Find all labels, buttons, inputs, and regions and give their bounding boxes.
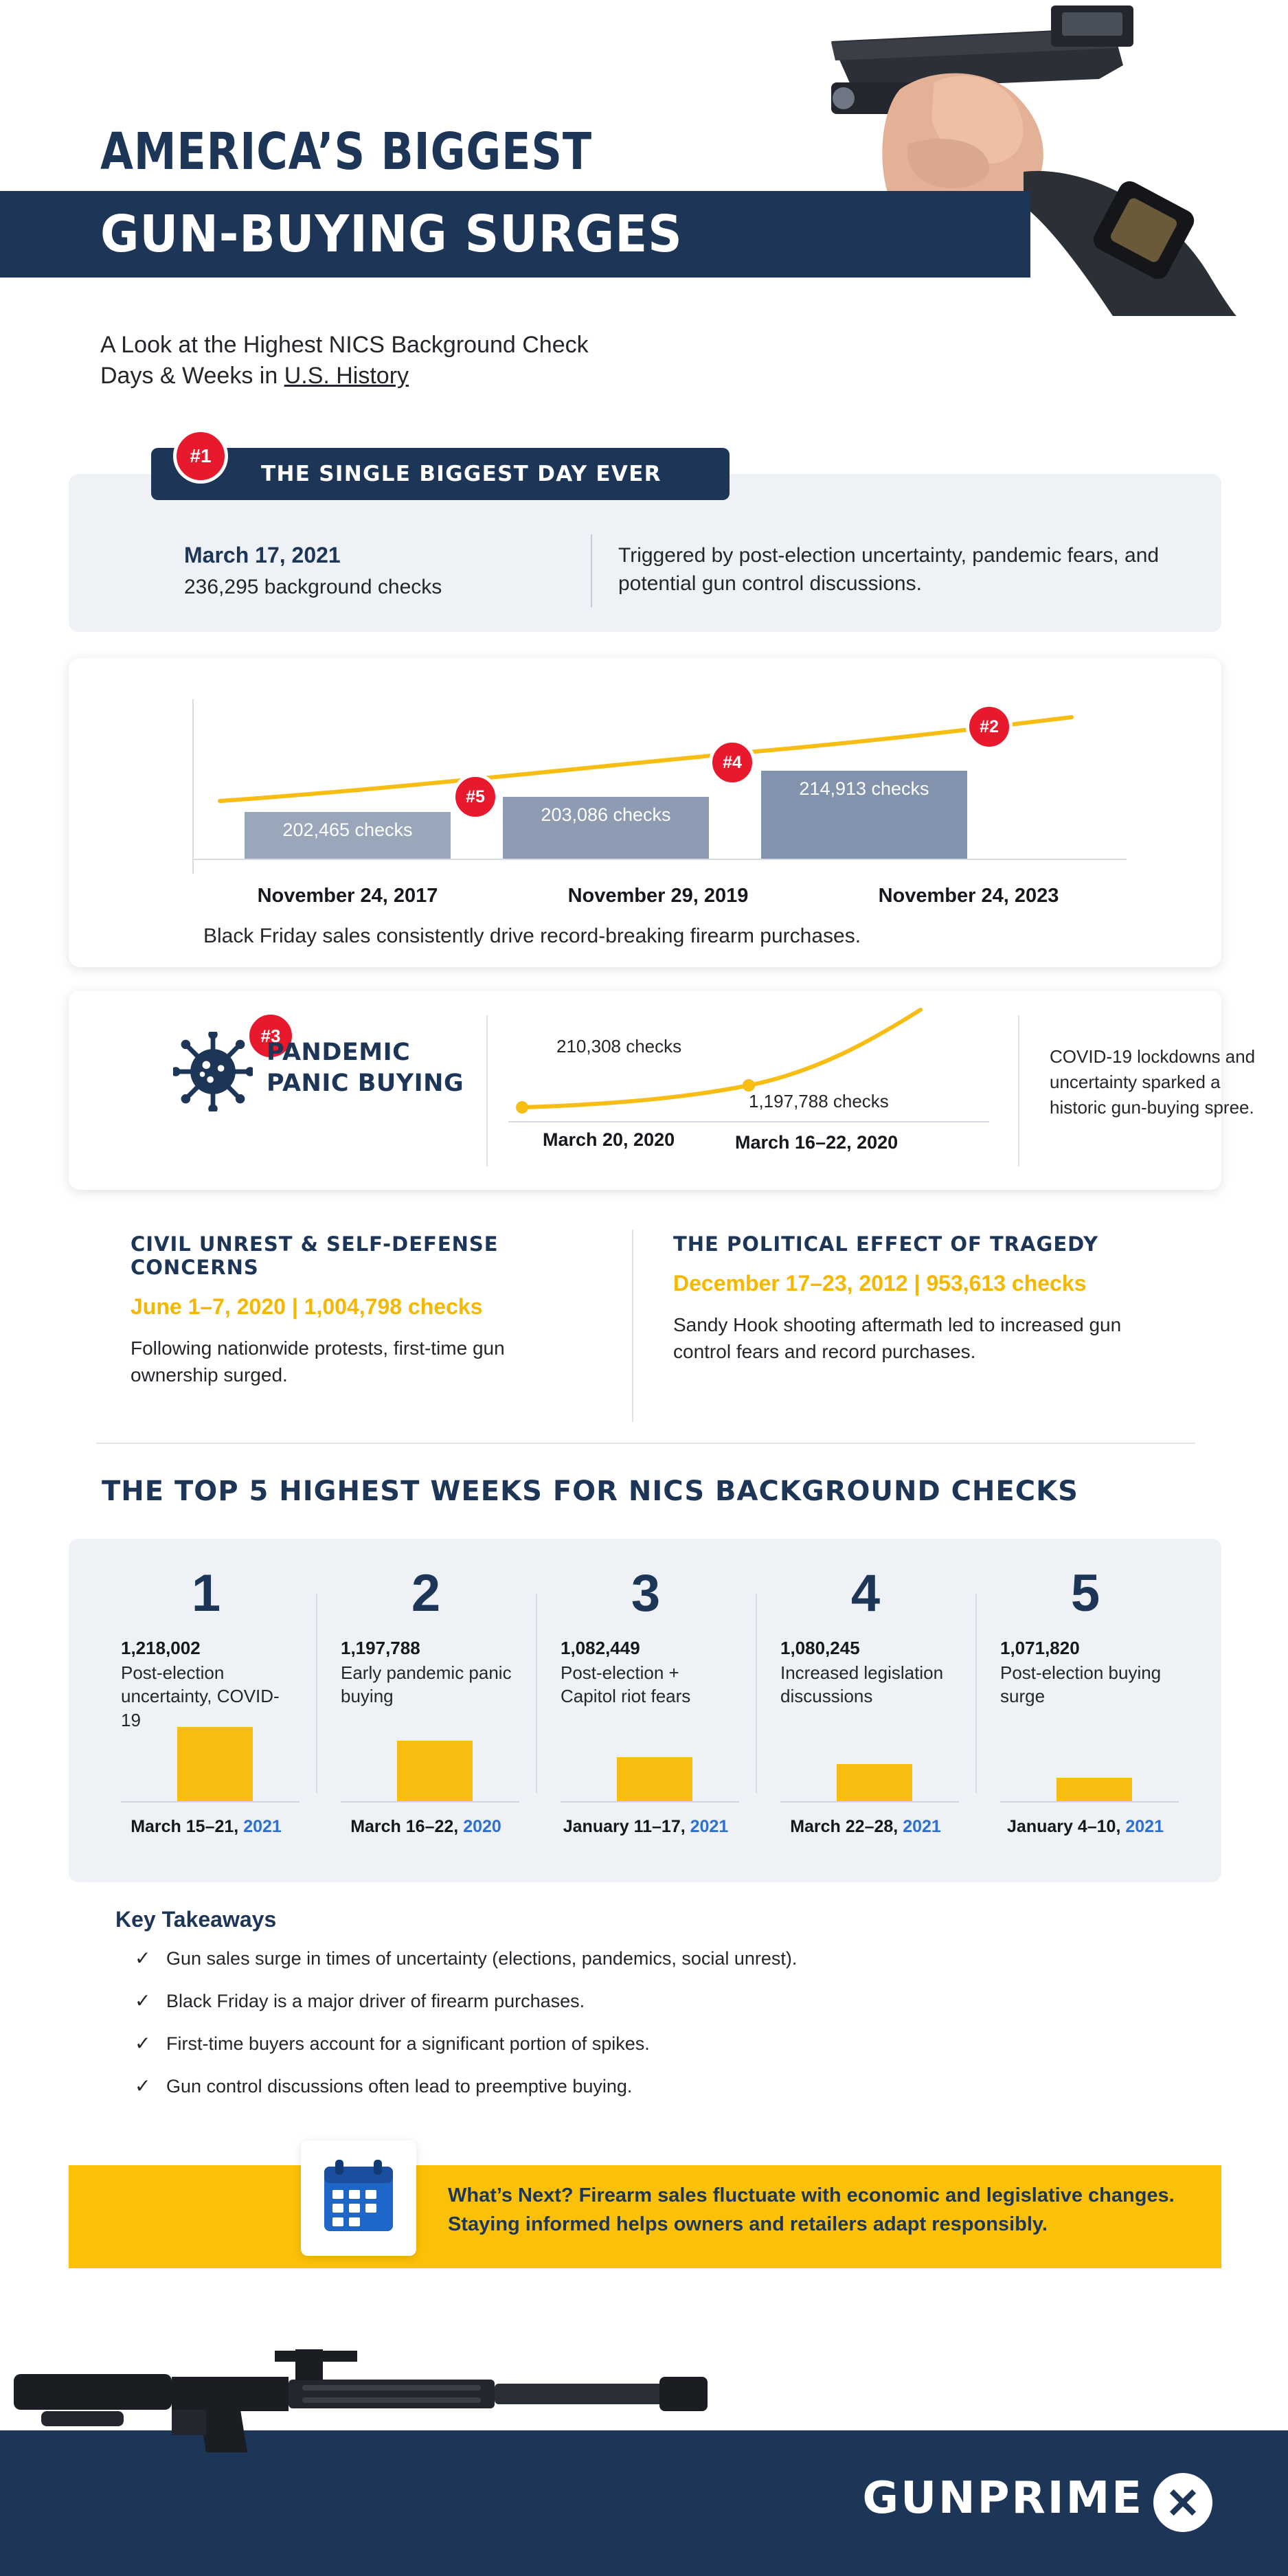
rank-date (316, 1817, 536, 1837)
divider (1018, 1015, 1019, 1166)
rank-number: 3 (631, 1564, 661, 1623)
rank-bar (617, 1757, 692, 1801)
pandemic-value-2: 1,197,788 checks (749, 1091, 889, 1111)
biggest-day-description: Triggered by post-election uncertainty, pandemic fears, and potential gun control discussions. (618, 544, 1160, 596)
list-item-label: Gun control discussions often lead to preemptive buying. (166, 2076, 633, 2097)
rank-bar (837, 1764, 912, 1801)
date-2023: November 24, 2023 (878, 885, 1059, 907)
pandemic-title (267, 1037, 466, 1099)
tragedy-description: Sandy Hook shooting aftermath led to increased gun control fears and record purchases. (673, 1314, 1122, 1363)
top5-cell-1 (96, 1539, 316, 1841)
rank-desc: Increased legislation discussions (780, 1662, 944, 1707)
subtitle-line1: A Look at the Highest NICS Background Check (100, 332, 589, 358)
rank-date-text: January 11–17, (563, 1817, 690, 1836)
rank-date-year: 2021 (1125, 1817, 1164, 1836)
section-rule (96, 1443, 1195, 1444)
date-2017: November 24, 2017 (257, 885, 438, 907)
check-icon: ✓ (135, 2075, 151, 2097)
rank-badge-5: #5 (452, 773, 499, 820)
top5-cell-4 (756, 1539, 975, 1841)
calendar-icon (321, 2158, 396, 2234)
rank-value: 1,082,449 (561, 1638, 640, 1658)
list-item (135, 1991, 1096, 2033)
date-2019: November 29, 2019 (567, 885, 749, 907)
bar-label-2017: 202,465 checks (282, 820, 413, 840)
rank-value: 1,080,245 (780, 1638, 860, 1658)
rank-date-year: 2021 (903, 1817, 941, 1836)
rank-bar (1057, 1778, 1132, 1801)
subtitle-line2b: U.S. History (284, 362, 409, 389)
rank-date-year: 2021 (243, 1817, 282, 1836)
divider (756, 1594, 757, 1793)
rank-value: 1,218,002 (121, 1638, 201, 1658)
cta-icon-box (301, 2140, 416, 2256)
rank-number: 2 (411, 1564, 441, 1623)
black-friday-dates (192, 885, 1127, 907)
check-icon: ✓ (135, 1947, 151, 1969)
cell-axis (341, 1801, 519, 1803)
civil-unrest-description: Following nationwide protests, first-time gun ownership surged. (131, 1337, 505, 1386)
rank-value: 1,197,788 (341, 1638, 420, 1658)
brand-wordmark: GUNPRIME (862, 2473, 1144, 2524)
check-icon: ✓ (135, 1990, 151, 2011)
tragedy-heading: THE POLITICAL EFFECT OF TRAGEDY (673, 1232, 1099, 1256)
pandemic-title-line2: PANIC BUYING (267, 1069, 464, 1097)
cta-banner (69, 2165, 1221, 2268)
top5-cell-3 (536, 1539, 756, 1841)
biggest-day-panel (69, 445, 1221, 632)
rank-date (96, 1817, 316, 1837)
rank-value: 1,071,820 (1000, 1638, 1080, 1658)
page-title-line1: AMERICA’S BIGGEST (100, 122, 593, 181)
rank-desc: Post-election uncertainty, COVID-19 (121, 1662, 280, 1730)
civil-unrest-column (131, 1232, 598, 1388)
pandemic-description: COVID-19 lockdowns and uncertainty sparked a historic gun-buying spree. (1050, 1046, 1256, 1118)
tragedy-stat: December 17–23, 2012 | 953,613 checks (673, 1271, 1087, 1296)
top5-cell-5 (975, 1539, 1195, 1841)
black-friday-chart (192, 686, 1127, 885)
page-title-line2: GUN-BUYING SURGES (100, 205, 683, 264)
rank-desc: Post-election + Capitol riot fears (561, 1662, 691, 1707)
two-column-section (96, 1230, 1195, 1429)
subtitle-line2a: Days & Weeks in (100, 362, 284, 389)
pandemic-title-line1: PANDEMIC (267, 1039, 411, 1066)
list-item-label: Gun sales surge in times of uncertainty (elections, pandemics, social unrest). (166, 1948, 798, 1969)
black-friday-card (69, 658, 1221, 967)
cell-axis (561, 1801, 739, 1803)
rank-date-year: 2020 (463, 1817, 501, 1836)
divider (536, 1594, 537, 1793)
rank-date-year: 2021 (690, 1817, 729, 1836)
key-takeaways-list (135, 1948, 1096, 2119)
rank-number: 1 (191, 1564, 221, 1623)
brand-logo-icon (1153, 2473, 1212, 2532)
list-item (135, 1948, 1096, 1991)
civil-unrest-heading: CIVIL UNREST & SELF-DEFENSE CONCERNS (131, 1232, 499, 1279)
cell-axis (780, 1801, 959, 1803)
rank-date-text: January 4–10, (1007, 1817, 1126, 1836)
cell-axis (1000, 1801, 1179, 1803)
key-takeaways-title: Key Takeaways (115, 1907, 277, 1932)
rank-bar (397, 1741, 473, 1801)
rank-date (536, 1817, 756, 1837)
rank-date-text: March 15–21, (131, 1817, 244, 1836)
divider (632, 1230, 633, 1422)
pandemic-card (69, 991, 1256, 1190)
rank-bar (177, 1727, 253, 1801)
list-item-label: Black Friday is a major driver of firearm purchases. (166, 1991, 585, 2011)
cell-axis (121, 1801, 300, 1803)
rank-desc: Early pandemic panic buying (341, 1662, 512, 1707)
pandemic-date-2: March 16–22, 2020 (735, 1132, 899, 1153)
list-item (135, 2033, 1096, 2076)
rank-badge-4: #4 (709, 739, 756, 786)
divider (486, 1015, 488, 1166)
divider (316, 1594, 317, 1793)
rank-desc: Post-election buying surge (1000, 1662, 1162, 1707)
rank-date-text: March 22–28, (790, 1817, 903, 1836)
rank-badge-3: #3 (246, 1011, 295, 1061)
pandemic-value-1: 210,308 checks (556, 1036, 682, 1057)
pandemic-date-1: March 20, 2020 (543, 1129, 675, 1150)
top5-cell-2 (316, 1539, 536, 1841)
top5-panel (69, 1539, 1221, 1882)
tragedy-column (673, 1232, 1168, 1365)
subtitle (100, 330, 589, 392)
pandemic-chart (508, 1004, 1003, 1162)
check-icon: ✓ (135, 2033, 151, 2054)
rank-number: 4 (850, 1564, 881, 1623)
virus-icon (173, 1032, 253, 1111)
top5-title: THE TOP 5 HIGHEST WEEKS FOR NICS BACKGROUND CHECKS (102, 1476, 1078, 1507)
biggest-day-date: March 17, 2021 (184, 543, 341, 567)
cta-text: What’s Next? Firearm sales fluctuate with economic and legislative changes. Staying informed helps owners and retailers adapt responsibly. (448, 2184, 1175, 2235)
civil-unrest-stat: June 1–7, 2020 | 1,004,798 checks (131, 1294, 483, 1319)
divider (591, 534, 592, 607)
rank-number: 5 (1070, 1564, 1100, 1623)
bar-label-2023: 214,913 checks (799, 778, 929, 799)
rifle-illustration (0, 2308, 811, 2514)
list-item-label: First-time buyers account for a significant portion of spikes. (166, 2033, 650, 2054)
rank-date (756, 1817, 975, 1837)
list-item (135, 2076, 1096, 2119)
header (0, 0, 1288, 323)
biggest-day-checks: 236,295 background checks (184, 576, 442, 598)
biggest-day-heading: THE SINGLE BIGGEST DAY EVER (151, 448, 730, 500)
bar-label-2019: 203,086 checks (541, 804, 671, 825)
rank-badge-2: #2 (966, 703, 1013, 750)
rank-date-text: March 16–22, (350, 1817, 464, 1836)
black-friday-note: Black Friday sales consistently drive record-breaking firearm purchases. (203, 925, 861, 947)
rank-date (975, 1817, 1195, 1837)
top5-grid (96, 1539, 1195, 1841)
rank-badge-1: #1 (173, 429, 228, 484)
divider (975, 1594, 977, 1793)
